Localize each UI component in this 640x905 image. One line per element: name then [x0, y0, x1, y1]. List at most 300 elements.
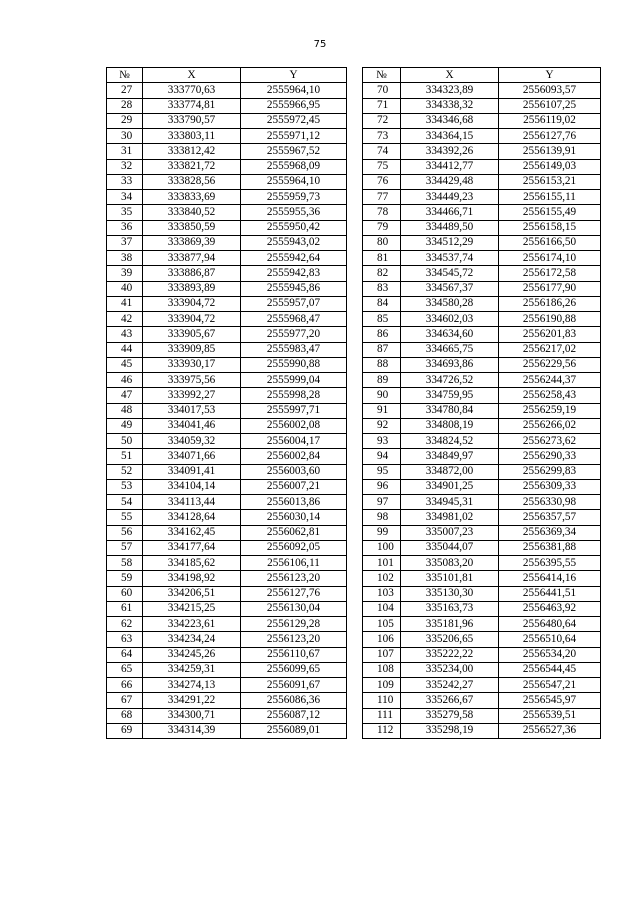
left-number-cell: 61 — [107, 601, 143, 616]
left-y-cell: 2555943,02 — [241, 235, 347, 250]
table-row — [107, 708, 601, 723]
left-y-cell: 2556091,67 — [241, 678, 347, 693]
right-number-cell: 71 — [363, 98, 401, 113]
left-x-cell: 334177,64 — [143, 540, 241, 555]
left-y-cell: 2555990,88 — [241, 357, 347, 372]
right-number-cell: 104 — [363, 601, 401, 616]
left-x-cell: 333909,85 — [143, 342, 241, 357]
right-y-cell: 2556153,21 — [499, 174, 601, 189]
coordinates-table — [106, 67, 601, 739]
right-y-cell: 2556186,26 — [499, 296, 601, 311]
table-row — [107, 525, 601, 540]
left-number-cell: 27 — [107, 83, 143, 98]
right-number-cell: 95 — [363, 464, 401, 479]
left-number-cell: 67 — [107, 693, 143, 708]
right-y-cell: 2556395,55 — [499, 556, 601, 571]
right-y-cell: 2556166,50 — [499, 235, 601, 250]
table-row — [107, 464, 601, 479]
right-x-cell: 335007,23 — [401, 525, 499, 540]
right-x-cell: 334693,86 — [401, 357, 499, 372]
right-y-cell: 2556463,92 — [499, 601, 601, 616]
left-x-cell: 334017,53 — [143, 403, 241, 418]
left-number-cell: 47 — [107, 388, 143, 403]
table-row — [107, 418, 601, 433]
right-y-cell: 2556174,10 — [499, 251, 601, 266]
left-x-cell: 334314,39 — [143, 723, 241, 738]
left-y-cell: 2555966,95 — [241, 98, 347, 113]
left-x-cell: 333812,42 — [143, 144, 241, 159]
column-gap — [347, 327, 363, 342]
column-gap — [347, 83, 363, 98]
right-x-cell: 334512,29 — [401, 235, 499, 250]
right-y-cell: 2556266,02 — [499, 418, 601, 433]
right-number-cell: 76 — [363, 174, 401, 189]
left-x-cell: 334128,64 — [143, 510, 241, 525]
left-y-cell: 2556129,28 — [241, 617, 347, 632]
table-row — [107, 388, 601, 403]
right-number-cell: 91 — [363, 403, 401, 418]
left-y-cell: 2556086,36 — [241, 693, 347, 708]
left-x-cell: 333821,72 — [143, 159, 241, 174]
column-gap — [347, 281, 363, 296]
left-y-cell: 2555968,47 — [241, 312, 347, 327]
table-row — [107, 235, 601, 250]
right-y-cell: 2556093,57 — [499, 83, 601, 98]
table-row — [107, 251, 601, 266]
left-x-cell: 333975,56 — [143, 373, 241, 388]
table-row — [107, 449, 601, 464]
right-x-cell: 335222,22 — [401, 647, 499, 662]
table-row — [107, 678, 601, 693]
left-x-cell: 333869,39 — [143, 235, 241, 250]
left-y-cell: 2556002,08 — [241, 418, 347, 433]
left-x-cell: 334059,32 — [143, 434, 241, 449]
right-y-cell: 2556158,15 — [499, 220, 601, 235]
right-x-cell: 335279,58 — [401, 708, 499, 723]
right-x-cell: 334466,71 — [401, 205, 499, 220]
column-gap — [347, 556, 363, 571]
left-x-cell: 334113,44 — [143, 495, 241, 510]
column-gap — [347, 525, 363, 540]
column-gap — [347, 144, 363, 159]
right-y-cell: 2556539,51 — [499, 708, 601, 723]
right-y-cell: 2556414,16 — [499, 571, 601, 586]
right-x-cell: 334323,89 — [401, 83, 499, 98]
left-x-cell: 334206,51 — [143, 586, 241, 601]
left-y-cell: 2555942,64 — [241, 251, 347, 266]
right-number-cell: 100 — [363, 540, 401, 555]
right-y-cell: 2556441,51 — [499, 586, 601, 601]
column-gap — [347, 98, 363, 113]
left-number-cell: 57 — [107, 540, 143, 555]
header-x-right: X — [401, 68, 499, 83]
left-y-cell: 2556087,12 — [241, 708, 347, 723]
column-gap — [347, 647, 363, 662]
left-number-cell: 31 — [107, 144, 143, 159]
column-gap — [347, 449, 363, 464]
left-number-cell: 53 — [107, 479, 143, 494]
right-y-cell: 2556149,03 — [499, 159, 601, 174]
left-x-cell: 334223,61 — [143, 617, 241, 632]
table-row — [107, 312, 601, 327]
column-gap — [347, 159, 363, 174]
left-number-cell: 33 — [107, 174, 143, 189]
left-y-cell: 2555964,10 — [241, 174, 347, 189]
left-number-cell: 34 — [107, 190, 143, 205]
table-row — [107, 540, 601, 555]
left-x-cell: 334185,62 — [143, 556, 241, 571]
left-number-cell: 66 — [107, 678, 143, 693]
header-x-left: X — [143, 68, 241, 83]
right-y-cell: 2556534,20 — [499, 647, 601, 662]
table-row — [107, 403, 601, 418]
right-x-cell: 334412,77 — [401, 159, 499, 174]
left-number-cell: 59 — [107, 571, 143, 586]
table-row — [107, 357, 601, 372]
left-y-cell: 2556062,81 — [241, 525, 347, 540]
left-x-cell: 334162,45 — [143, 525, 241, 540]
left-x-cell: 333850,59 — [143, 220, 241, 235]
right-x-cell: 334849,97 — [401, 449, 499, 464]
left-number-cell: 40 — [107, 281, 143, 296]
column-gap — [347, 678, 363, 693]
left-number-cell: 43 — [107, 327, 143, 342]
left-x-cell: 333930,17 — [143, 357, 241, 372]
right-y-cell: 2556527,36 — [499, 723, 601, 738]
right-y-cell: 2556177,90 — [499, 281, 601, 296]
right-y-cell: 2556330,98 — [499, 495, 601, 510]
right-number-cell: 87 — [363, 342, 401, 357]
column-gap — [347, 342, 363, 357]
table-row — [107, 495, 601, 510]
table-row — [107, 113, 601, 128]
column-gap — [347, 357, 363, 372]
left-number-cell: 58 — [107, 556, 143, 571]
right-y-cell: 2556547,21 — [499, 678, 601, 693]
right-number-cell: 86 — [363, 327, 401, 342]
left-x-cell: 333893,89 — [143, 281, 241, 296]
right-number-cell: 80 — [363, 235, 401, 250]
left-x-cell: 333877,94 — [143, 251, 241, 266]
column-gap — [347, 662, 363, 677]
right-x-cell: 335083,20 — [401, 556, 499, 571]
left-y-cell: 2555957,07 — [241, 296, 347, 311]
table-row — [107, 479, 601, 494]
header-number-right: № — [363, 68, 401, 83]
left-number-cell: 32 — [107, 159, 143, 174]
column-gap — [347, 205, 363, 220]
right-x-cell: 334567,37 — [401, 281, 499, 296]
left-x-cell: 334104,14 — [143, 479, 241, 494]
column-gap — [347, 403, 363, 418]
table-row — [107, 601, 601, 616]
right-y-cell: 2556259,19 — [499, 403, 601, 418]
table-row — [107, 556, 601, 571]
right-x-cell: 335101,81 — [401, 571, 499, 586]
column-gap — [347, 693, 363, 708]
left-x-cell: 333833,69 — [143, 190, 241, 205]
right-x-cell: 334449,23 — [401, 190, 499, 205]
right-y-cell: 2556258,43 — [499, 388, 601, 403]
left-number-cell: 42 — [107, 312, 143, 327]
column-gap — [347, 251, 363, 266]
left-number-cell: 64 — [107, 647, 143, 662]
left-x-cell: 333770,63 — [143, 83, 241, 98]
right-x-cell: 334726,52 — [401, 373, 499, 388]
right-y-cell: 2556217,02 — [499, 342, 601, 357]
column-gap — [347, 434, 363, 449]
left-x-cell: 334274,13 — [143, 678, 241, 693]
left-number-cell: 52 — [107, 464, 143, 479]
left-number-cell: 45 — [107, 357, 143, 372]
column-gap — [347, 464, 363, 479]
right-number-cell: 73 — [363, 129, 401, 144]
table-row — [107, 296, 601, 311]
right-number-cell: 102 — [363, 571, 401, 586]
right-number-cell: 103 — [363, 586, 401, 601]
column-gap — [347, 190, 363, 205]
left-y-cell: 2555967,52 — [241, 144, 347, 159]
column-gap — [347, 312, 363, 327]
table-row — [107, 373, 601, 388]
table-row — [107, 662, 601, 677]
table-row — [107, 647, 601, 662]
right-number-cell: 101 — [363, 556, 401, 571]
right-number-cell: 81 — [363, 251, 401, 266]
left-y-cell: 2556099,65 — [241, 662, 347, 677]
right-y-cell: 2556127,76 — [499, 129, 601, 144]
right-y-cell: 2556190,88 — [499, 312, 601, 327]
left-number-cell: 37 — [107, 235, 143, 250]
table-row — [107, 83, 601, 98]
right-x-cell: 334392,26 — [401, 144, 499, 159]
left-y-cell: 2556007,21 — [241, 479, 347, 494]
column-gap — [347, 220, 363, 235]
left-y-cell: 2555968,09 — [241, 159, 347, 174]
left-y-cell: 2556130,04 — [241, 601, 347, 616]
left-x-cell: 334234,24 — [143, 632, 241, 647]
column-gap — [347, 174, 363, 189]
column-gap — [347, 373, 363, 388]
right-y-cell: 2556545,97 — [499, 693, 601, 708]
right-number-cell: 108 — [363, 662, 401, 677]
right-x-cell: 334489,50 — [401, 220, 499, 235]
column-gap — [347, 479, 363, 494]
left-x-cell: 333904,72 — [143, 312, 241, 327]
right-x-cell: 334338,32 — [401, 98, 499, 113]
table-row — [107, 723, 601, 738]
right-x-cell: 335206,65 — [401, 632, 499, 647]
left-x-cell: 334041,46 — [143, 418, 241, 433]
left-x-cell: 334259,31 — [143, 662, 241, 677]
column-gap — [347, 586, 363, 601]
table-row — [107, 617, 601, 632]
left-y-cell: 2555997,71 — [241, 403, 347, 418]
left-number-cell: 46 — [107, 373, 143, 388]
left-y-cell: 2555942,83 — [241, 266, 347, 281]
table-row — [107, 205, 601, 220]
right-number-cell: 98 — [363, 510, 401, 525]
left-number-cell: 35 — [107, 205, 143, 220]
right-y-cell: 2556172,58 — [499, 266, 601, 281]
right-number-cell: 97 — [363, 495, 401, 510]
right-x-cell: 335242,27 — [401, 678, 499, 693]
right-number-cell: 93 — [363, 434, 401, 449]
table-row — [107, 129, 601, 144]
left-y-cell: 2555950,42 — [241, 220, 347, 235]
left-y-cell: 2555955,36 — [241, 205, 347, 220]
left-number-cell: 62 — [107, 617, 143, 632]
right-x-cell: 334537,74 — [401, 251, 499, 266]
column-gap — [347, 617, 363, 632]
left-y-cell: 2555964,10 — [241, 83, 347, 98]
right-number-cell: 82 — [363, 266, 401, 281]
left-x-cell: 334300,71 — [143, 708, 241, 723]
page-number: 75 — [313, 39, 327, 50]
right-number-cell: 85 — [363, 312, 401, 327]
right-y-cell: 2556381,88 — [499, 540, 601, 555]
right-x-cell: 334429,48 — [401, 174, 499, 189]
right-number-cell: 112 — [363, 723, 401, 738]
right-x-cell: 335234,00 — [401, 662, 499, 677]
left-number-cell: 54 — [107, 495, 143, 510]
left-y-cell: 2556092,05 — [241, 540, 347, 555]
left-y-cell: 2555972,45 — [241, 113, 347, 128]
left-number-cell: 63 — [107, 632, 143, 647]
left-number-cell: 28 — [107, 98, 143, 113]
right-number-cell: 77 — [363, 190, 401, 205]
column-gap — [347, 540, 363, 555]
left-x-cell: 333905,67 — [143, 327, 241, 342]
right-x-cell: 334665,75 — [401, 342, 499, 357]
header-y-left: Y — [241, 68, 347, 83]
right-x-cell: 335181,96 — [401, 617, 499, 632]
left-y-cell: 2555971,12 — [241, 129, 347, 144]
right-x-cell: 334981,02 — [401, 510, 499, 525]
left-y-cell: 2555999,04 — [241, 373, 347, 388]
right-x-cell: 335044,07 — [401, 540, 499, 555]
left-y-cell: 2555945,86 — [241, 281, 347, 296]
right-number-cell: 72 — [363, 113, 401, 128]
right-y-cell: 2556155,11 — [499, 190, 601, 205]
left-x-cell: 333828,56 — [143, 174, 241, 189]
right-number-cell: 106 — [363, 632, 401, 647]
right-number-cell: 88 — [363, 357, 401, 372]
table-row — [107, 144, 601, 159]
left-x-cell: 334291,22 — [143, 693, 241, 708]
right-number-cell: 75 — [363, 159, 401, 174]
right-number-cell: 110 — [363, 693, 401, 708]
left-number-cell: 44 — [107, 342, 143, 357]
left-number-cell: 30 — [107, 129, 143, 144]
table-row — [107, 510, 601, 525]
right-y-cell: 2556369,34 — [499, 525, 601, 540]
right-y-cell: 2556201,83 — [499, 327, 601, 342]
column-gap — [347, 723, 363, 738]
left-number-cell: 38 — [107, 251, 143, 266]
right-number-cell: 89 — [363, 373, 401, 388]
right-number-cell: 90 — [363, 388, 401, 403]
column-gap — [347, 113, 363, 128]
left-x-cell: 333790,57 — [143, 113, 241, 128]
table-row — [107, 586, 601, 601]
table-row — [107, 281, 601, 296]
right-y-cell: 2556273,62 — [499, 434, 601, 449]
left-number-cell: 55 — [107, 510, 143, 525]
right-number-cell: 96 — [363, 479, 401, 494]
table-row — [107, 159, 601, 174]
column-gap — [347, 708, 363, 723]
column-gap — [347, 235, 363, 250]
right-y-cell: 2556244,37 — [499, 373, 601, 388]
left-number-cell: 60 — [107, 586, 143, 601]
right-x-cell: 334808,19 — [401, 418, 499, 433]
left-x-cell: 334071,66 — [143, 449, 241, 464]
table-row — [107, 342, 601, 357]
column-gap — [347, 571, 363, 586]
right-x-cell: 334780,84 — [401, 403, 499, 418]
left-number-cell: 69 — [107, 723, 143, 738]
right-number-cell: 107 — [363, 647, 401, 662]
table-row — [107, 190, 601, 205]
left-y-cell: 2556013,86 — [241, 495, 347, 510]
left-x-cell: 333840,52 — [143, 205, 241, 220]
left-y-cell: 2556089,01 — [241, 723, 347, 738]
right-y-cell: 2556299,83 — [499, 464, 601, 479]
right-number-cell: 79 — [363, 220, 401, 235]
right-x-cell: 334872,00 — [401, 464, 499, 479]
right-y-cell: 2556290,33 — [499, 449, 601, 464]
header-y-right: Y — [499, 68, 601, 83]
right-y-cell: 2556480,64 — [499, 617, 601, 632]
column-gap — [347, 601, 363, 616]
right-number-cell: 109 — [363, 678, 401, 693]
left-y-cell: 2556123,20 — [241, 571, 347, 586]
left-number-cell: 41 — [107, 296, 143, 311]
right-y-cell: 2556510,64 — [499, 632, 601, 647]
header-number-left: № — [107, 68, 143, 83]
table-header-row — [107, 68, 601, 83]
table-row — [107, 327, 601, 342]
left-number-cell: 49 — [107, 418, 143, 433]
left-x-cell: 333803,11 — [143, 129, 241, 144]
left-number-cell: 50 — [107, 434, 143, 449]
table-row — [107, 571, 601, 586]
column-gap — [347, 266, 363, 281]
right-x-cell: 334545,72 — [401, 266, 499, 281]
left-x-cell: 334091,41 — [143, 464, 241, 479]
right-x-cell: 334346,68 — [401, 113, 499, 128]
right-number-cell: 70 — [363, 83, 401, 98]
left-number-cell: 68 — [107, 708, 143, 723]
right-y-cell: 2556229,56 — [499, 357, 601, 372]
right-number-cell: 83 — [363, 281, 401, 296]
right-x-cell: 334634,60 — [401, 327, 499, 342]
right-x-cell: 334580,28 — [401, 296, 499, 311]
left-x-cell: 333774,81 — [143, 98, 241, 113]
left-x-cell: 333886,87 — [143, 266, 241, 281]
left-number-cell: 48 — [107, 403, 143, 418]
column-gap — [347, 296, 363, 311]
right-number-cell: 105 — [363, 617, 401, 632]
left-y-cell: 2556127,76 — [241, 586, 347, 601]
right-x-cell: 334901,25 — [401, 479, 499, 494]
right-y-cell: 2556119,02 — [499, 113, 601, 128]
right-number-cell: 78 — [363, 205, 401, 220]
left-y-cell: 2555977,20 — [241, 327, 347, 342]
left-y-cell: 2556004,17 — [241, 434, 347, 449]
right-x-cell: 334759,95 — [401, 388, 499, 403]
